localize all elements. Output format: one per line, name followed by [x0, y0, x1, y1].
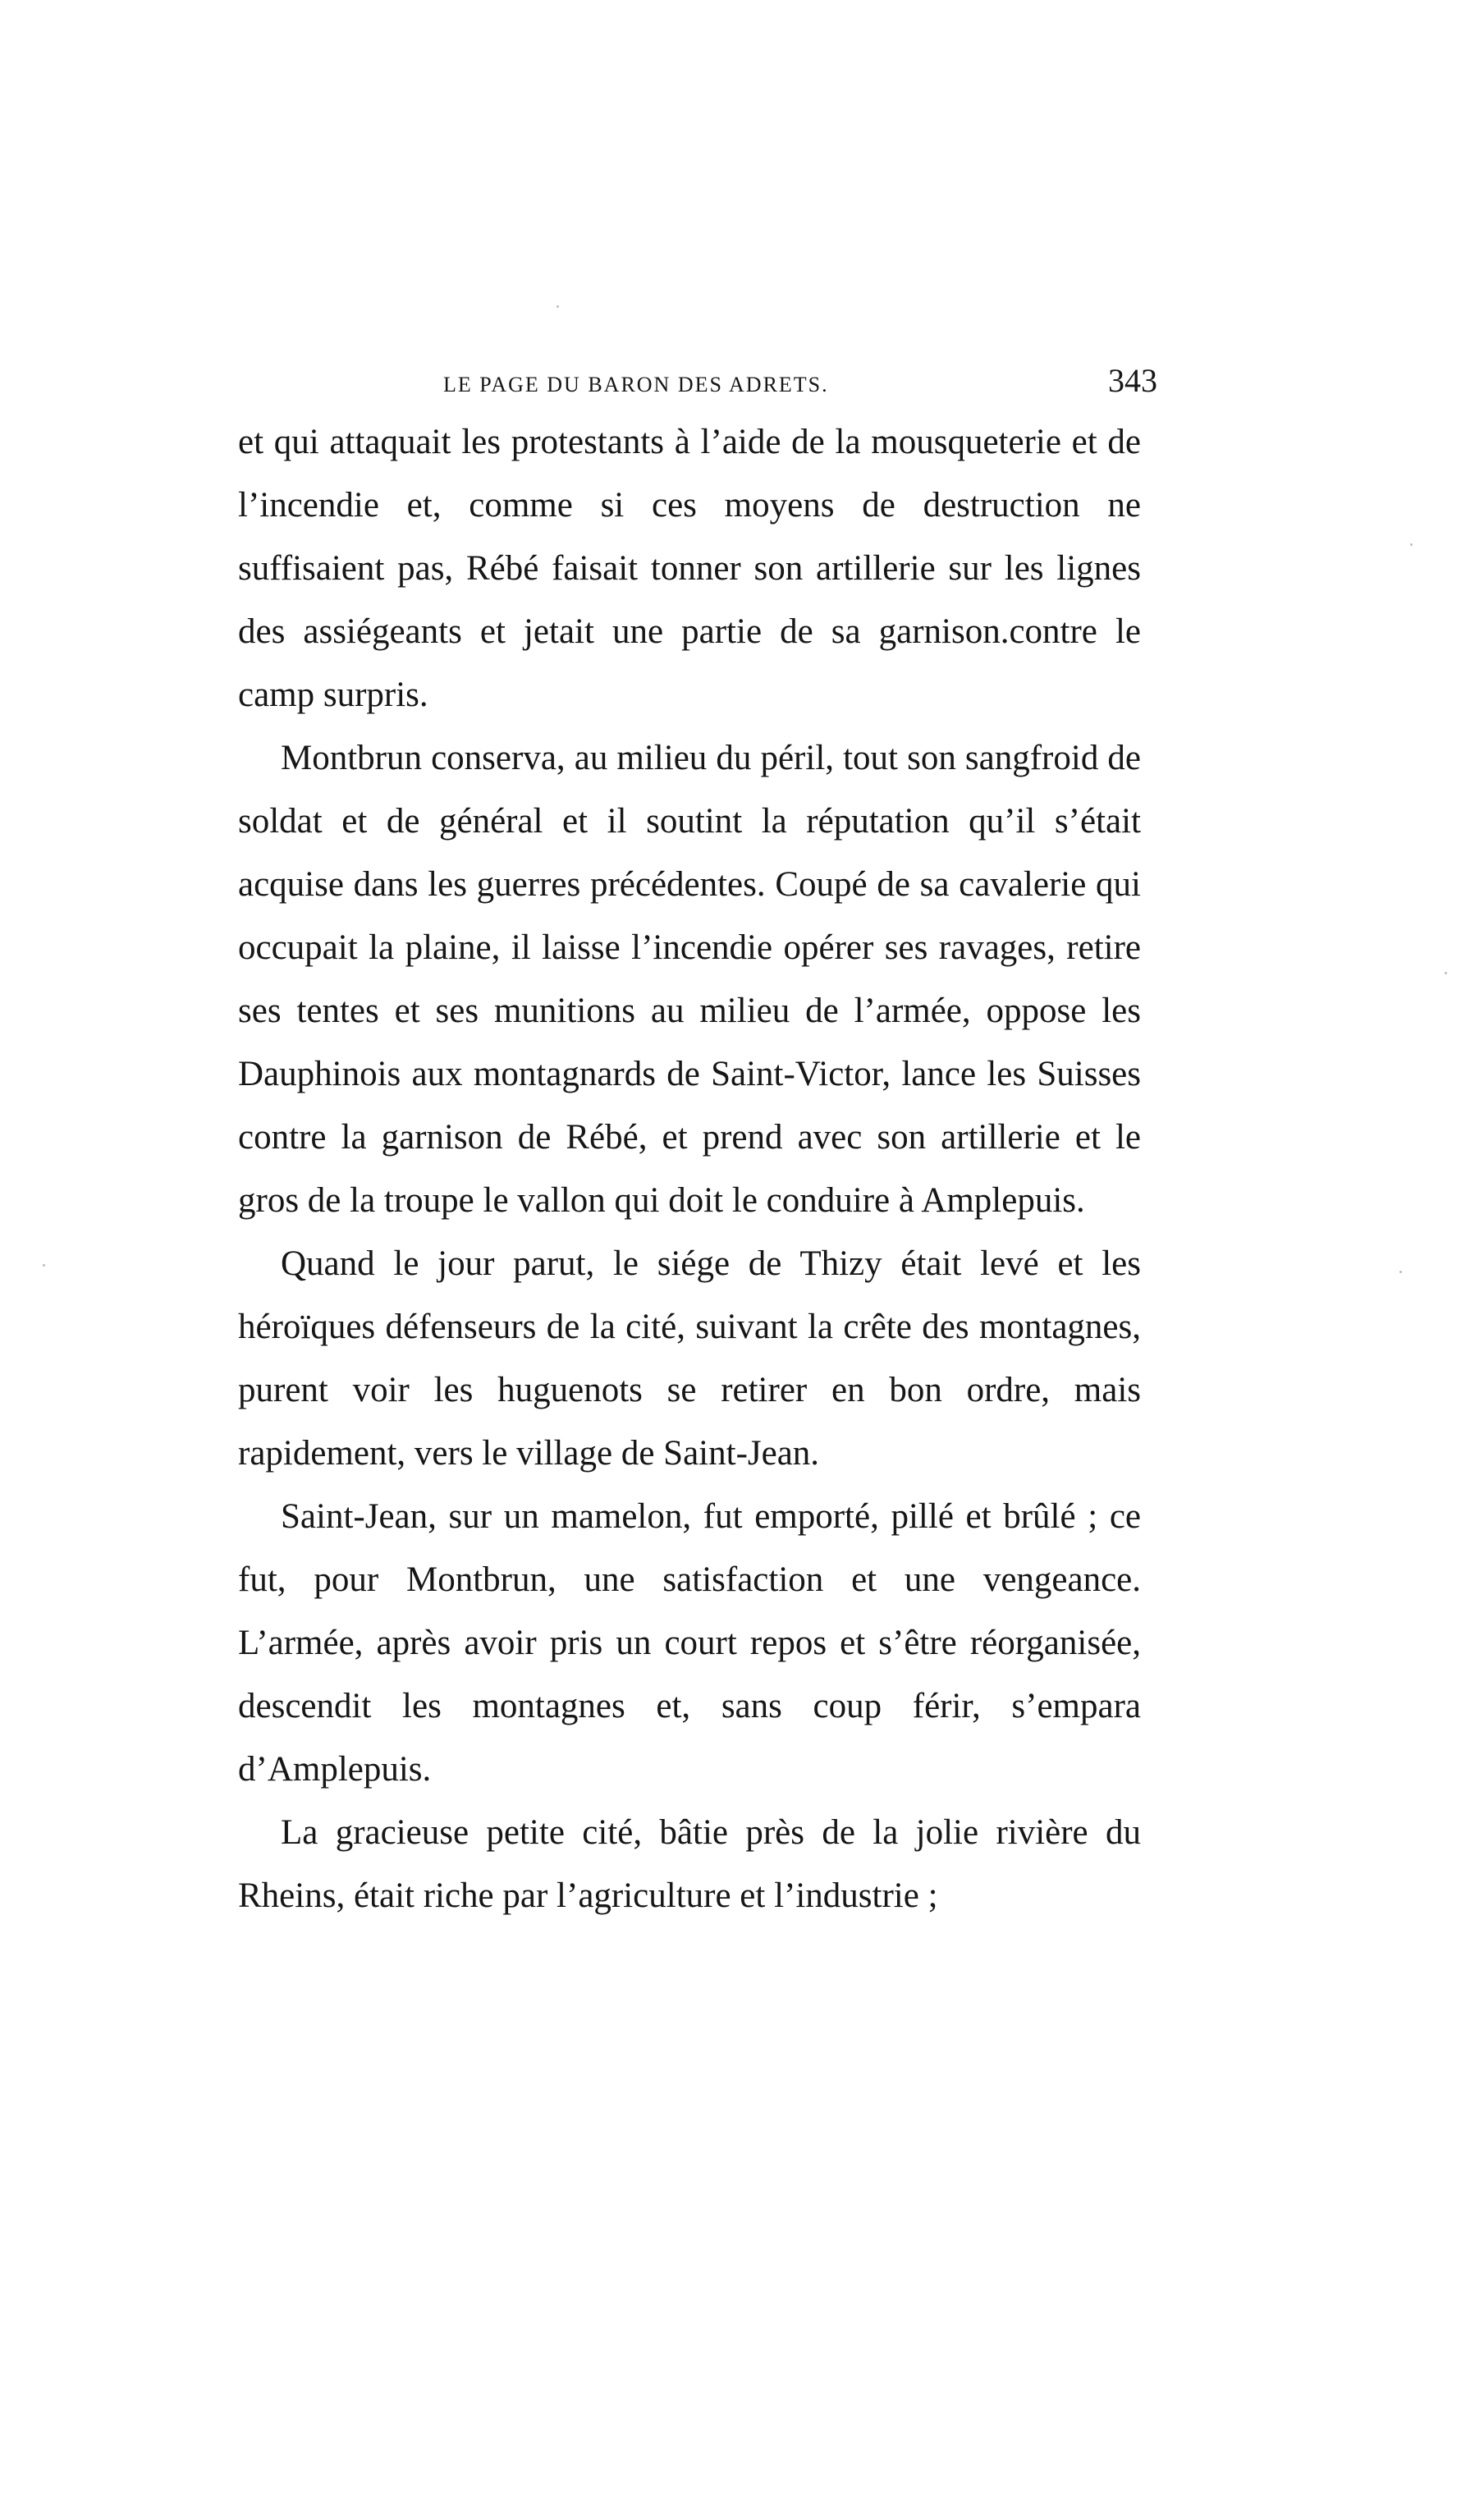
- running-title: LE PAGE DU BARON DES ADRETS.: [443, 373, 829, 396]
- paragraph-3: Quand le jour parut, le siége de Thizy était levé et les héroïques défenseurs de la cité, suivant la crête des montagnes, purent voir les huguenots se retirer en bon ordre, mais rapidement, vers le village de Saint-Jean.: [238, 1244, 1141, 1473]
- paper-speck: [1445, 972, 1447, 974]
- paragraph-2: Montbrun conserva, au milieu du péril, tout son sangfroid de soldat et de général et il soutint la réputation qu’il s’était acquise dans les guerres précédentes. Coupé de sa cavalerie qui occupait la plaine, il laisse l’incendie opérer ses ravages, retire ses tentes et ses munitions au milieu de l’armée, oppose les Dauphinois aux montagnards de Saint-Victor, lance les Suisses contre la garnison de Rébé, et prend avec son artillerie et le gros de la troupe le vallon qui doit le conduire à Amplepuis.: [238, 739, 1141, 1220]
- paragraph-1: et qui attaquait les protestants à l’aide de la mousqueterie et de l’incendie et, comme si ces moyens de destruction ne suffisaient pas, Rébé faisait tonner son artillerie sur les lignes des assiégeants et jetait une partie de sa garnison.contre le camp surpris.: [238, 423, 1141, 714]
- paper-speck: [556, 305, 559, 308]
- paragraph-4: Saint-Jean, sur un mamelon, fut emporté, pillé et brûlé ; ce fut, pour Montbrun, une satisfaction et une vengeance. L’armée, après avoir pris un court repos et s’être réorganisée, descendit les montagnes et, sans coup férir, s’empara d’Amplepuis.: [238, 1497, 1141, 1789]
- page-header: [238, 361, 1157, 410]
- paragraph-5: La gracieuse petite cité, bâtie près de la jolie rivière du Rheins, était riche par l’agriculture et l’industrie ;: [238, 1813, 1141, 1915]
- body-text: [238, 410, 1141, 1927]
- paper-speck: [43, 1264, 45, 1267]
- paper-speck: [1410, 543, 1413, 546]
- paper-speck: [1399, 1271, 1402, 1273]
- page-number: 343: [1108, 362, 1157, 399]
